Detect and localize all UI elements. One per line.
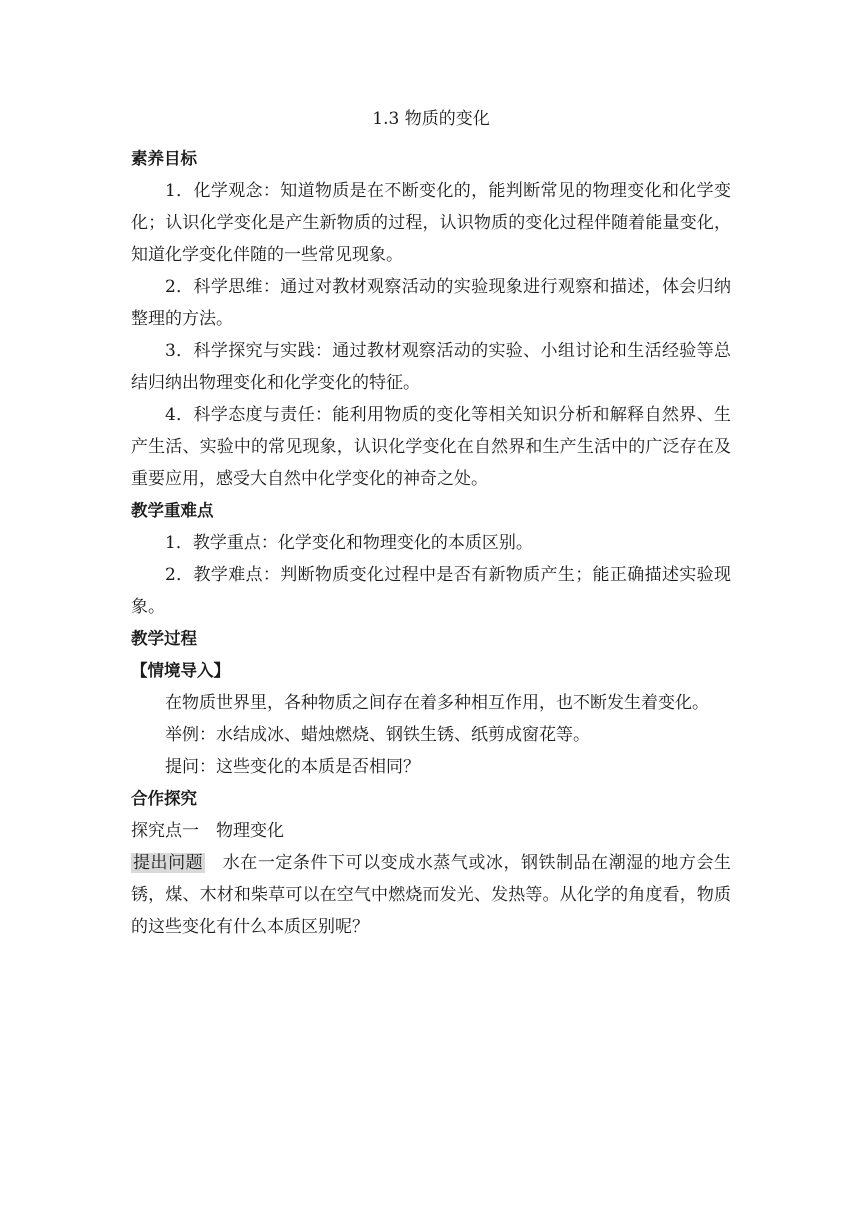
keypoint-item-2: 2．教学难点：判断物质变化过程中是否有新物质产生；能正确描述实验现象。 [131, 565, 731, 617]
goal-item-3: 3．科学探究与实践：通过教材观察活动的实验、小组讨论和生活经验等总结归纳出物理变化和化学变化的特征。 [131, 341, 731, 393]
keypoint-item-1: 1．教学重点：化学变化和物理变化的本质区别。 [165, 533, 533, 553]
goal-item-1: 1．化学观念：知道物质是在不断变化的，能判断常见的物理变化和化学变化；认识化学变化是产生新物质的过程，认识物质的变化过程伴随着能量变化，知道化学变化伴随的一些常见现象。 [131, 181, 731, 265]
explore-point: 探究点一 物理变化 [131, 821, 284, 841]
intro-item-2: 举例：水结成冰、蜡烛燃烧、钢铁生锈、纸剪成窗花等。 [165, 725, 590, 745]
question-label-box: 提出问题 [133, 853, 204, 873]
document-page [131, 103, 731, 943]
heading-goals: 素养目标 [131, 149, 197, 168]
explore-question [131, 847, 731, 943]
question-text: 水在一定条件下可以变成水蒸气或冰，钢铁制品在潮湿的地方会生锈，煤、木材和柴草可以在空气中燃烧而发光、发热等。从化学的角度看，物质的这些变化有什么本质区别呢？ [131, 853, 732, 937]
heading-intro: 【情境导入】 [131, 661, 230, 680]
heading-process: 教学过程 [131, 629, 197, 648]
page-title: 1.3 物质的变化 [372, 109, 490, 129]
intro-item-1: 在物质世界里，各种物质之间存在着多种相互作用，也不断发生着变化。 [165, 693, 709, 713]
heading-explore: 合作探究 [131, 789, 197, 808]
goal-item-2: 2．科学思维：通过对教材观察活动的实验现象进行观察和描述，体会归纳整理的方法。 [131, 277, 731, 329]
intro-item-3: 提问：这些变化的本质是否相同？ [165, 757, 420, 777]
heading-keypoints: 教学重难点 [131, 501, 214, 520]
goal-item-4: 4．科学态度与责任：能利用物质的变化等相关知识分析和解释自然界、生产生活、实验中的常见现象，认识化学变化在自然界和生产生活中的广泛存在及重要应用，感受大自然中化学变化的神奇之处。 [131, 405, 731, 489]
